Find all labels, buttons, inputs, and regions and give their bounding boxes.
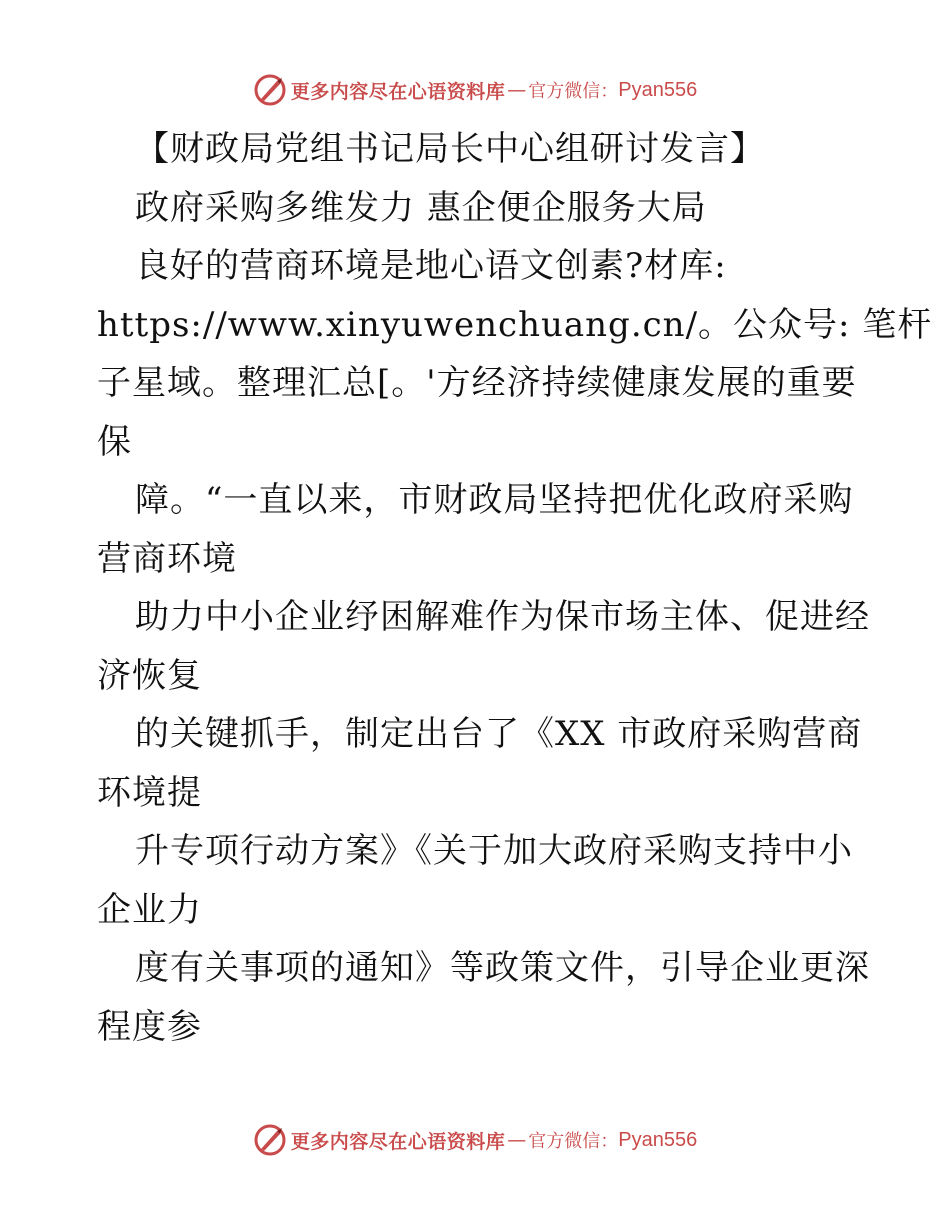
paragraph-line: https://www.xinyuwenchuang.cn/。公众号: 笔杆 — [97, 304, 933, 345]
paragraph-line: 程度参 — [97, 1006, 202, 1047]
footer-banner — [0, 1120, 950, 1160]
paragraph-line: 升专项行动方案》《关于加大政府采购支持中小 — [135, 831, 853, 871]
paragraph-line: 济恢复 — [97, 655, 202, 696]
paragraph-line: 障。“一直以来，市财政局坚持把优化政府采购 — [135, 480, 854, 520]
banner-brand-text: 更多内容尽在心语资料库 — [290, 80, 506, 103]
banner-brand-text: 更多内容尽在心语资料库 — [290, 1130, 506, 1153]
banner-separator: — — [507, 1129, 527, 1151]
paragraph-line: 助力中小企业纾困解难作为保市场主体、促进经 — [135, 597, 870, 637]
paragraph-line: 的关键抓手，制定出台了《XX 市政府采购营商 — [135, 714, 863, 754]
quill-pen-logo-icon — [253, 73, 287, 107]
header-banner — [0, 70, 950, 110]
quill-pen-logo-icon — [253, 1123, 287, 1157]
banner-wechat-label: 官方微信： — [528, 1131, 619, 1152]
paragraph-line: 子星域。整理汇总[。'方经济持续健康发展的重要 — [97, 363, 857, 403]
document-subtitle: 政府采购多维发力 惠企便企服务大局 — [135, 187, 707, 228]
banner-wechat-account: Pyan556 — [618, 1128, 698, 1151]
document-title: 【财政局党组书记局长中心组研讨发言】 — [135, 129, 765, 169]
paragraph-line: 环境提 — [97, 772, 202, 813]
banner-wechat-label: 官方微信： — [528, 81, 619, 102]
banner-wechat-account: Pyan556 — [618, 78, 698, 101]
paragraph-line: 保 — [97, 421, 132, 462]
paragraph-line: 度有关事项的通知》等政策文件，引导企业更深 — [135, 948, 870, 988]
document-body — [97, 120, 933, 1056]
paragraph-line: 良好的营商环境是地心语文创素?材库: — [135, 246, 727, 286]
paragraph-line: 营商环境 — [97, 538, 237, 579]
banner-separator: — — [507, 79, 527, 101]
paragraph-line: 企业力 — [97, 889, 202, 930]
